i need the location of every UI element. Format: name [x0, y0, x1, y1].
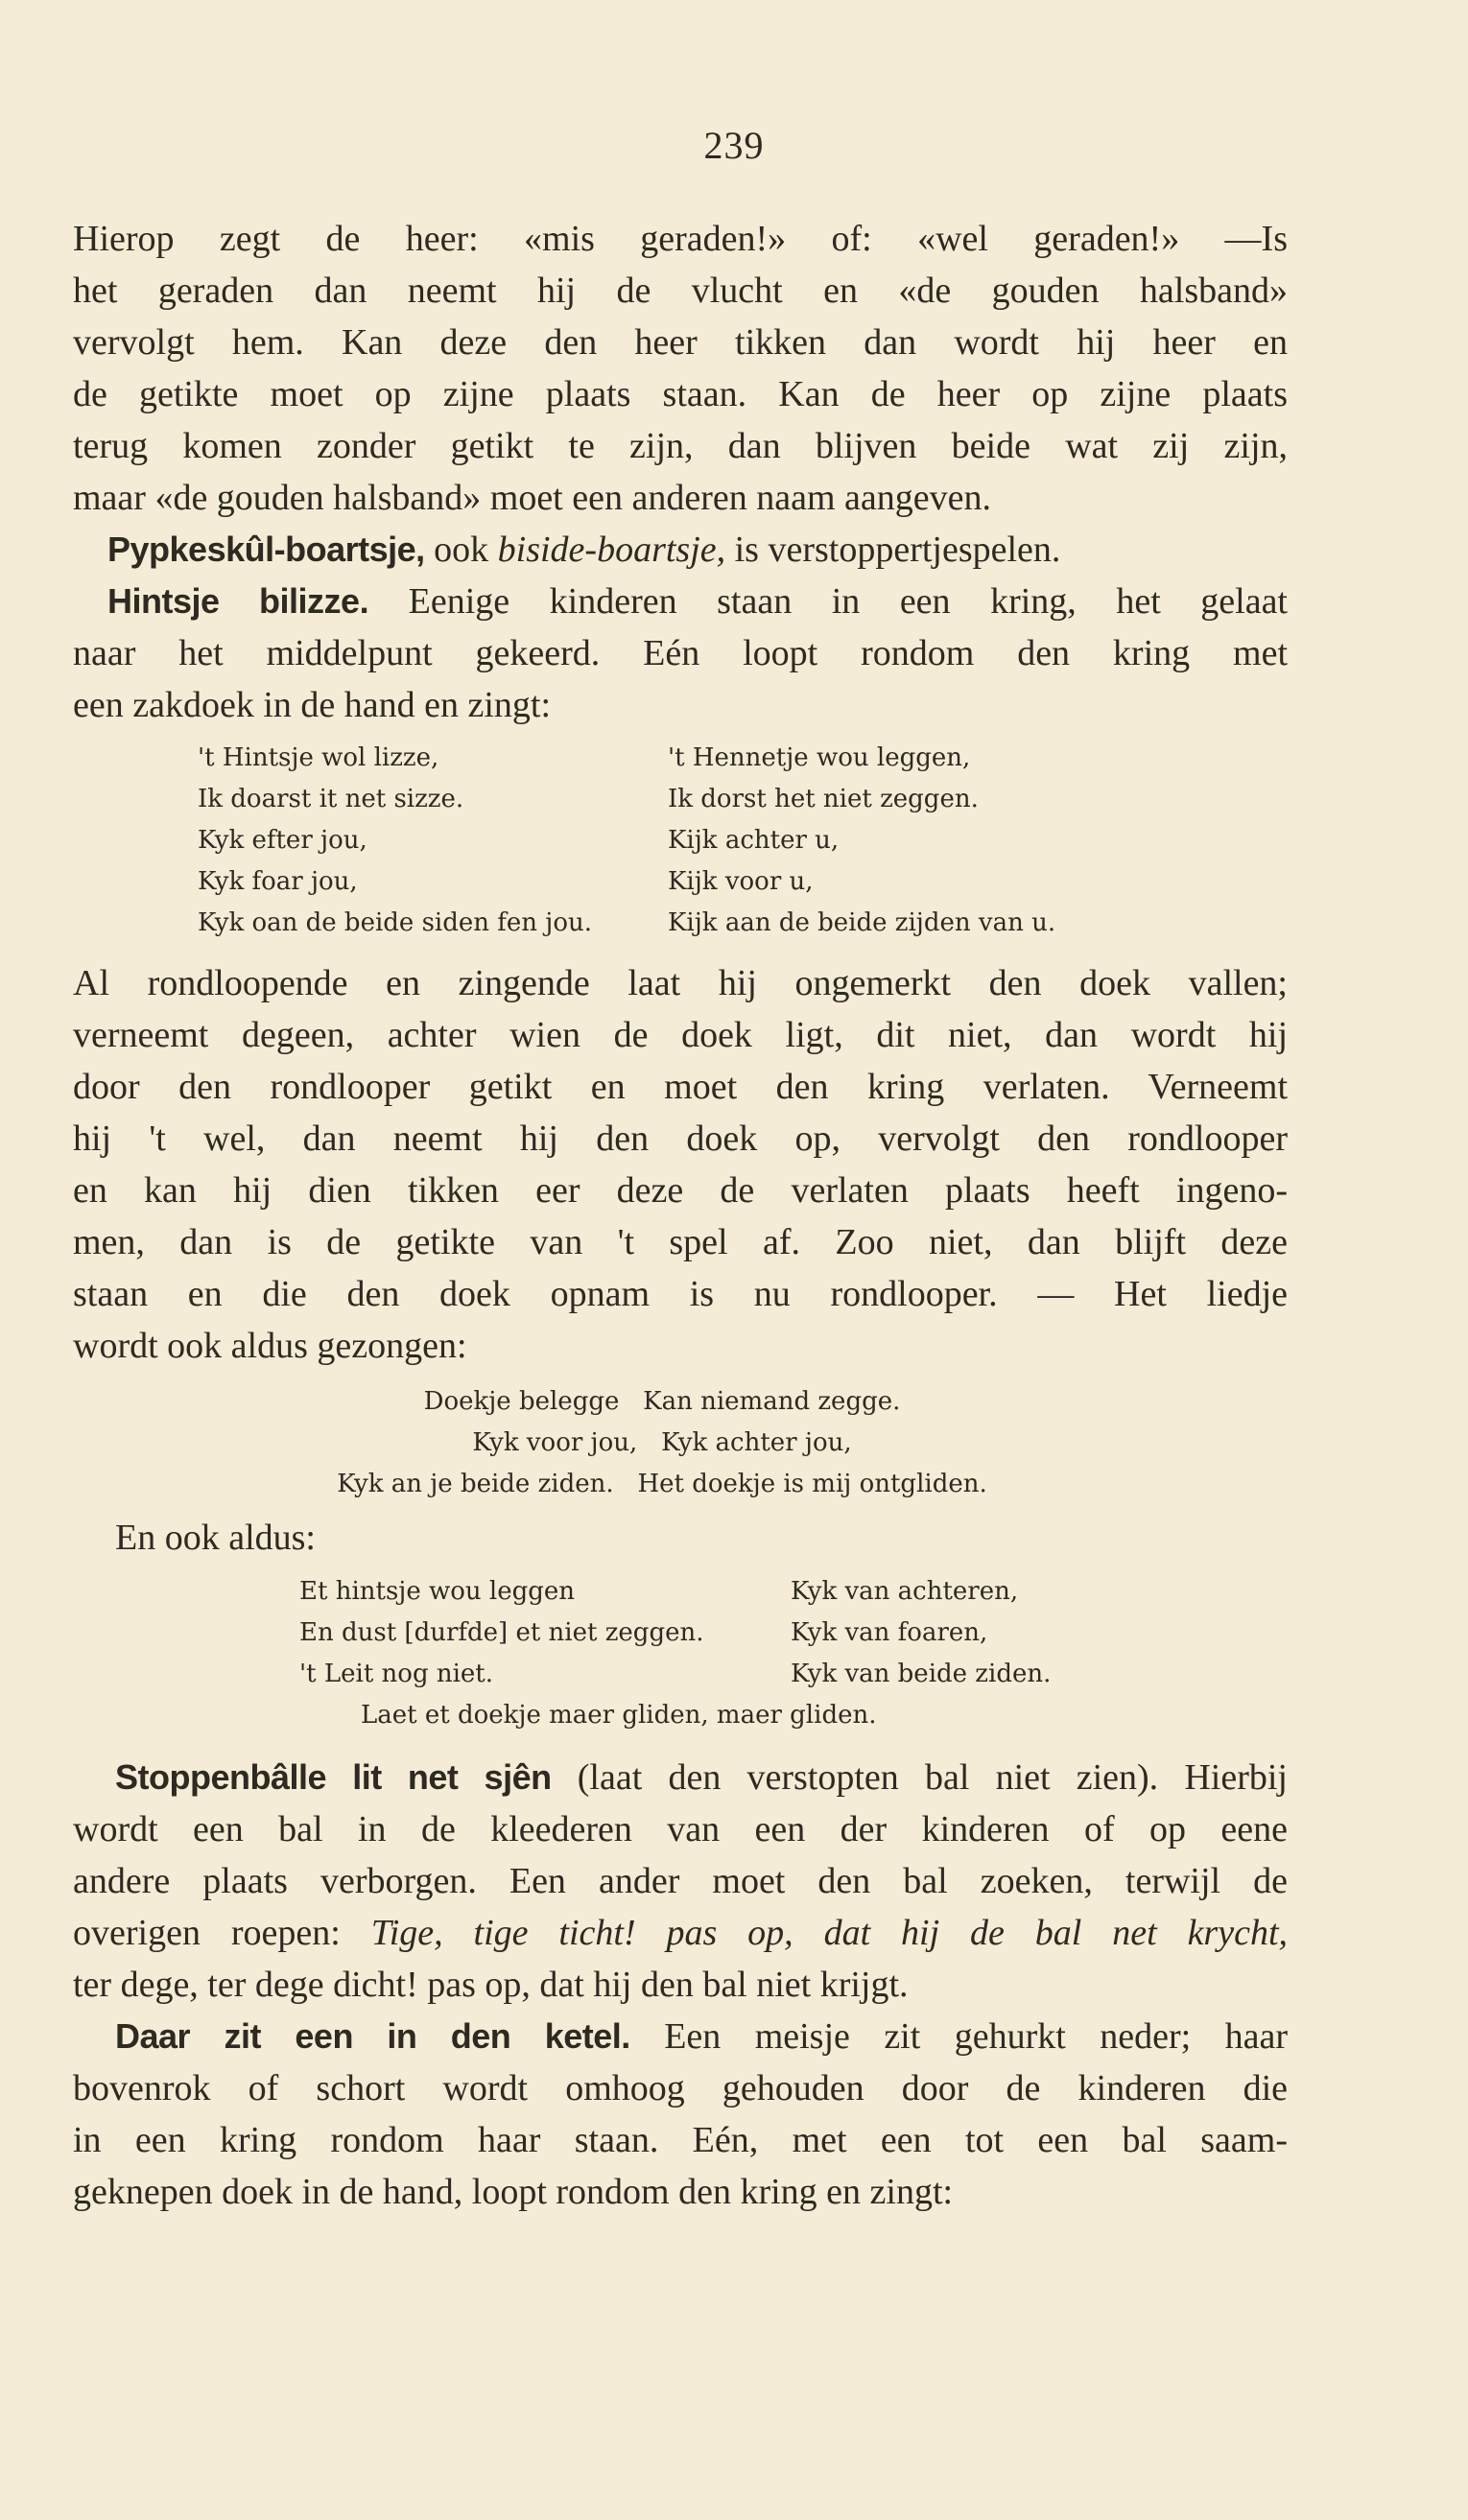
verse-part: Kan niemand zegge.	[643, 1387, 901, 1416]
verse-frisian: Kyk foar jou,	[198, 867, 358, 896]
verse-frisian: Ik doarst it net sizze.	[198, 785, 464, 813]
verse-part: Kyk van achteren,	[791, 1577, 1019, 1606]
text-line: geknepen doek in de hand, loopt rondom den kring en zingt:	[73, 2172, 954, 2212]
text-line: terug komen zonder getikt te zijn, dan blijven beide wat zij zijn,	[73, 426, 1288, 466]
text-en-ook	[115, 1512, 691, 1564]
verse-doekje	[230, 1381, 1094, 1505]
verse-frisian: Kyk oan de beide siden fen jou.	[198, 908, 593, 937]
text-line: en kan hij dien tikken eer deze de verlaten plaats heeft ingeno-	[73, 1170, 1288, 1211]
verse-row	[198, 903, 1119, 944]
verse-part: Kyk voor jou,	[472, 1428, 638, 1457]
verse-dutch: Ik dorst het niet zeggen.	[668, 785, 979, 813]
text-line: wordt ook aldus gezongen:	[73, 1326, 467, 1366]
verse-row	[299, 1571, 1163, 1613]
verse-part: Doekje belegge	[423, 1387, 620, 1416]
text-line: door den rondlooper getikt en moet den kring verlaten. Verneemt	[73, 1067, 1288, 1107]
verse-part: Het doekje is mij ontgliden.	[637, 1470, 987, 1498]
entry-term: Daar zit een in den ketel.	[115, 2016, 630, 2056]
text-line: hij 't wel, dan neemt hij den doek op, vervolgt den rondlooper	[73, 1119, 1288, 1159]
verse-part: Et hintsje wou leggen	[299, 1577, 576, 1606]
verse-row	[230, 1464, 1094, 1505]
entry-ketel	[73, 2011, 1288, 2062]
entry-text: (laat den verstopten bal niet zien). Hierbij	[551, 1757, 1288, 1798]
entry-term: Pypkeskûl-boartsje,	[107, 530, 425, 569]
text-block-bottom	[73, 1752, 1288, 2218]
text-line: En ook aldus:	[115, 1518, 316, 1558]
verse-row	[198, 779, 1119, 820]
text-line: naar het middelpunt gekeerd. Eén loopt rondom den kring met	[73, 633, 1288, 673]
verse-row	[299, 1695, 1163, 1736]
text-line: Al rondloopende en zingende laat hij ongemerkt den doek vallen;	[73, 963, 1288, 1003]
verse-dutch: Kijk voor u,	[668, 867, 814, 896]
text-line: men, dan is de getikte van 't spel af. Zoo niet, dan blijft deze	[73, 1222, 1288, 1262]
text-line	[73, 1907, 1288, 1959]
verse-row	[299, 1613, 1163, 1654]
entry-text: overigen roepen:	[73, 1913, 371, 1953]
verse-dutch: Kijk aan de beide zijden van u.	[668, 908, 1056, 937]
entry-italic: biside-boartsje,	[497, 530, 726, 570]
verse-dutch: Kijk achter u,	[668, 826, 840, 855]
text-line: het geraden dan neemt hij de vlucht en «de gouden halsband»	[73, 271, 1288, 311]
verse-dutch: 't Hennetje wou leggen,	[668, 743, 971, 772]
entry-text: is verstoppertjespelen.	[725, 530, 1061, 570]
verse-part: 't Leit nog niet.	[299, 1660, 494, 1688]
verse-frisian: 't Hintsje wol lizze,	[198, 743, 439, 772]
verse-part: En dust [durfde] et niet zeggen.	[299, 1618, 704, 1647]
verse-hintsje-2	[299, 1571, 1163, 1736]
text-line: in een kring rondom haar staan. Eén, met een tot een bal saam-	[73, 2120, 1288, 2160]
verse-part: Kyk an je beide ziden.	[337, 1470, 614, 1498]
text-block-top	[73, 213, 1288, 731]
verse-frisian: Kyk efter jou,	[198, 826, 367, 855]
entry-term: Hintsje bilizze.	[107, 581, 369, 621]
text-line: ter dege, ter dege dicht! pas op, dat hij den bal niet krijgt.	[73, 1965, 909, 2005]
verse-row	[198, 861, 1119, 903]
text-line: de getikte moet op zijne plaats staan. Kan de heer op zijne plaats	[73, 374, 1288, 414]
verse-part: Kyk achter jou,	[661, 1428, 852, 1457]
entry-term: Stoppenbâlle lit net sjên	[115, 1757, 552, 1797]
entry-stoppenballe	[73, 1752, 1288, 1803]
verse-row	[198, 738, 1119, 779]
verse-row	[299, 1654, 1163, 1695]
verse-hintsje	[198, 738, 1119, 944]
text-line: bovenrok of schort wordt omhoog gehouden door de kinderen die	[73, 2068, 1288, 2108]
text-line: vervolgt hem. Kan deze den heer tikken dan wordt hij heer en	[73, 322, 1288, 363]
entry-pypkeskul	[73, 524, 1288, 576]
entry-text: Een meisje zit gehurkt neder; haar	[629, 2016, 1288, 2057]
entry-text: ook	[424, 530, 498, 570]
verse-row	[230, 1423, 1094, 1464]
text-line: maar «de gouden halsband» moet een anderen naam aangeven.	[73, 478, 991, 518]
verse-row	[198, 820, 1119, 861]
text-line: wordt een bal in de kleederen van een der kinderen of op eene	[73, 1809, 1288, 1849]
text-line: verneemt degeen, achter wien de doek ligt, dit niet, dan wordt hij	[73, 1015, 1288, 1055]
verse-row	[230, 1381, 1094, 1423]
entry-hintsje	[73, 576, 1288, 627]
text-line: andere plaats verborgen. Een ander moet den bal zoeken, terwijl de	[73, 1861, 1288, 1901]
text-line: staan en die den doek opnam is nu rondlooper. — Het liedje	[73, 1274, 1288, 1314]
text-line: een zakdoek in de hand en zingt:	[73, 685, 552, 725]
text-block-middle	[73, 957, 1288, 1372]
verse-part: Kyk van foaren,	[791, 1618, 988, 1647]
text-line: Hierop zegt de heer: «mis geraden!» of: «wel geraden!» —Is	[73, 219, 1288, 259]
page-number: 239	[703, 124, 765, 167]
entry-italic: Tige, tige ticht! pas op, dat hij de bal net krycht,	[370, 1913, 1289, 1953]
entry-text: Eenige kinderen staan in een kring, het gelaat	[368, 581, 1288, 622]
verse-part: Kyk van beide ziden.	[791, 1660, 1052, 1688]
verse-part: Laet et doekje maer gliden, maer gliden.	[361, 1701, 877, 1730]
